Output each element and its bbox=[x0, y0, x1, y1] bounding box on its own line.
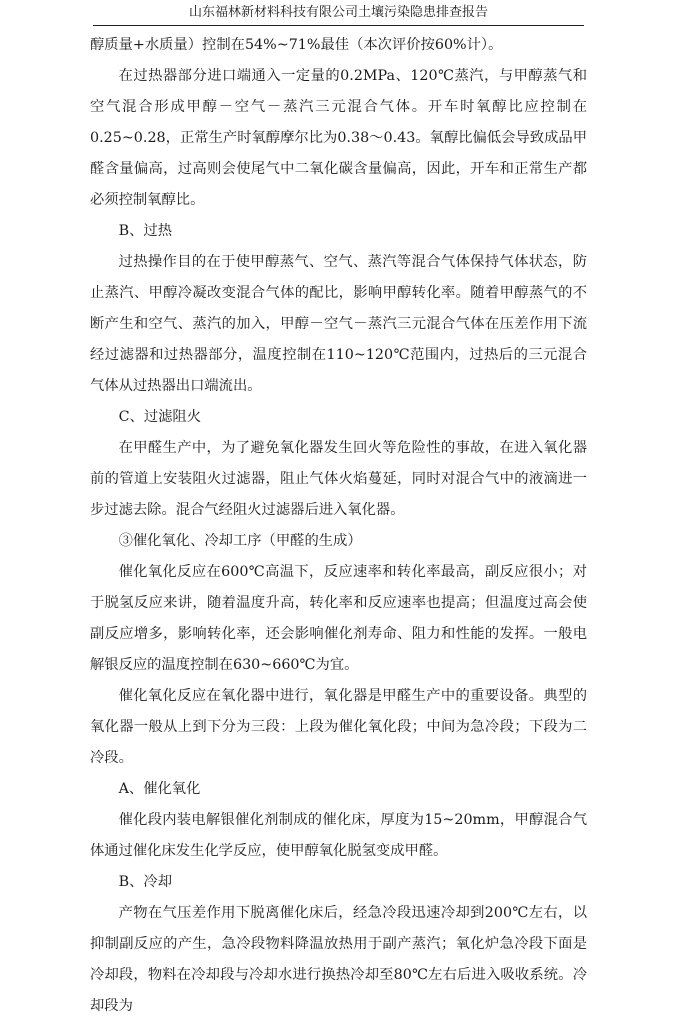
paragraph-flame-filter: 在甲醛生产中，为了避免氧化器发生回火等危险性的事故，在进入氧化器前的管道上安装阻火过滤器，阻止气体火焰蔓延，同时对混合气中的液滴进一步过滤去除。混合气经阻火过滤器后进入氧化器。 bbox=[90, 440, 587, 518]
section-heading-catalytic-oxidation: A、催化氧化 bbox=[118, 781, 201, 797]
section-heading-flame-filter: C、过滤阻火 bbox=[118, 409, 202, 425]
paragraph-superheat: 过热操作目的在于使甲醇蒸气、空气、蒸汽等混合气体保持气体状态，防止蒸汽、甲醇冷凝改变混合气体的配比，影响甲醇转化率。随着甲醇蒸气的不断产生和空气、蒸汽的加入，甲醇－空气－蒸汽三元混合气体在压差作用下流经过滤器和过热器部分，温度控制在110~120℃范围内，过热后的三元混合气体从过热器出口端流出。 bbox=[90, 254, 587, 394]
paragraph-steam-mixing: 在过热器部分进口端通入一定量的0.2MPa、120℃蒸汽，与甲醇蒸气和空气混合形成甲醇－空气－蒸汽三元混合气体。开车时氧醇比应控制在0.25~0.28，正常生产时氧醇摩尔比为0.38～0.43。氧醇比偏低会导致成品甲醛含量偏高，过高则会使尾气中二氧化碳含量偏高，因此，开车和正常生产都必须控制氧醇比。 bbox=[90, 68, 587, 208]
section-heading-cooling: B、冷却 bbox=[118, 874, 172, 890]
document-body bbox=[90, 30, 587, 1022]
page-header: 山东福林新材料科技有限公司土壤污染隐患排查报告 bbox=[93, 4, 584, 26]
paragraph-reaction-temperature: 催化氧化反应在600℃高温下，反应速率和转化率最高，副反应很小；对于脱氢反应来讲，随着温度升高，转化率和反应速率也提高；但温度过高会使副反应增多，影响转化率，还会影响催化剂寿命、阻力和性能的发挥。一般电解银反应的温度控制在630~660℃为宜。 bbox=[90, 564, 587, 673]
paragraph-continuation: 醇质量+水质量）控制在54%~71%最佳（本次评价按60%计）。 bbox=[90, 37, 503, 53]
section-heading-superheat: B、过热 bbox=[118, 223, 172, 239]
section-heading-catalytic-oxidation-cooling: ③催化氧化、冷却工序（甲醛的生成） bbox=[118, 533, 362, 549]
paragraph-cooling: 产物在气压差作用下脱离催化床后，经急冷段迅速冷却到200℃左右，以抑制副反应的产生，急冷段物料降温放热用于副产蒸汽；氧化炉急冷段下面是冷却段，物料在冷却段与冷却水进行换热冷却至80℃左右后进入吸收系统。冷却段为 bbox=[90, 905, 587, 1014]
paragraph-oxidizer: 催化氧化反应在氧化器中进行，氧化器是甲醛生产中的重要设备。典型的氧化器一般从上到下分为三段：上段为催化氧化段；中间为急冷段；下段为二冷段。 bbox=[90, 688, 587, 766]
paragraph-catalyst-bed: 催化段内装电解银催化剂制成的催化床，厚度为15~20mm，甲醇混合气体通过催化床发生化学反应，使甲醇氧化脱氢变成甲醛。 bbox=[90, 812, 587, 859]
